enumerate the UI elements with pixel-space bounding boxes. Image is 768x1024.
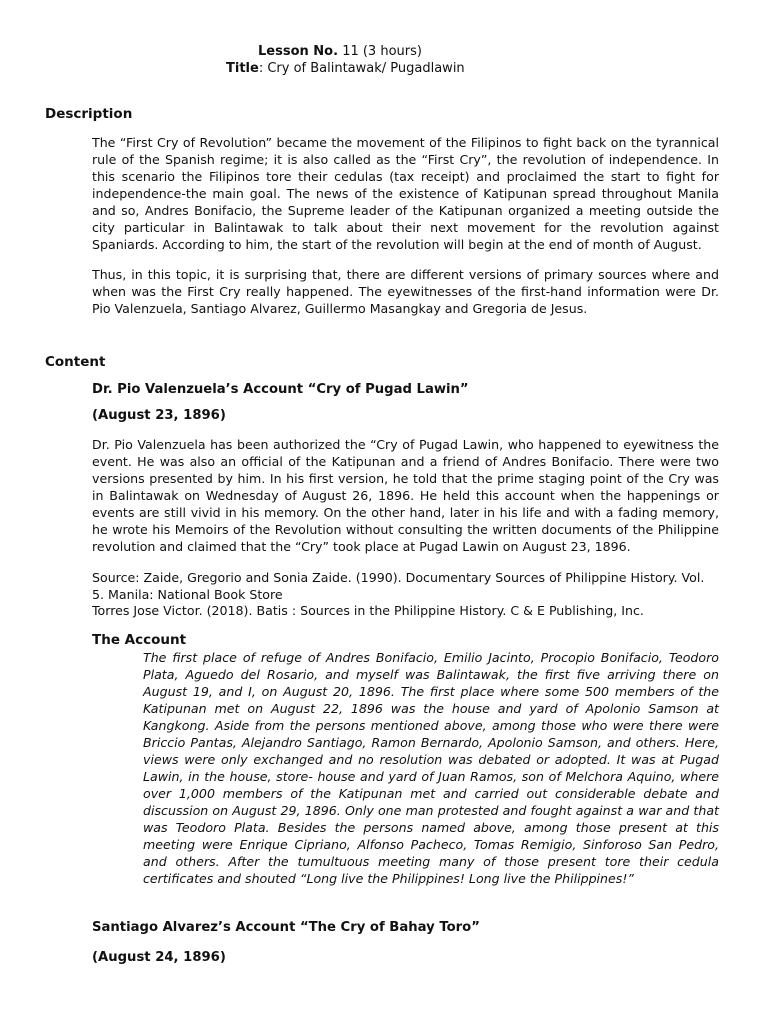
lesson-number-value: 11 (3 hours) (342, 44, 422, 59)
lesson-title-line: Title: Cry of Balintawak/ Pugadlawin (226, 61, 465, 76)
account-heading: The Account (92, 632, 187, 648)
description-heading: Description (45, 106, 133, 122)
lesson-title-value: Cry of Balintawak/ Pugadlawin (267, 61, 465, 76)
description-paragraph-1: The “First Cry of Revolution” became the movement of the Filipinos to fight back on the tyrannical rule of the Spanish regime; it is also called as the “First Cry”, the revolution of independence. In this scenario the Filipinos tore their cedulas (tax receipt) and proclaimed the start to fight for independence-the main goal. The news of the existence of Katipunan spread throughout Manila and so, Andres Bonifacio, the Supreme leader of the Katipunan organized a meeting outside the city particular in Balintawak to talk about their next movement for the revolution against Spaniards. According to him, the start of the revolution will begin at the end of month of August. (92, 135, 719, 252)
valenzuela-account-title: Dr. Pio Valenzuela’s Account “Cry of Pugad Lawin” (92, 382, 469, 397)
lesson-number-line (258, 44, 422, 59)
description-paragraph-2: Thus, in this topic, it is surprising that, there are different versions of primary sources where and when was the First Cry really happened. The eyewitnesses of the first-hand information were Dr. Pio Valenzuela, Santiago Alvarez, Guillermo Masangkay and Gregoria de Jesus. (92, 267, 719, 316)
source-citation: Source: Zaide, Gregorio and Sonia Zaide. (1990). Documentary Sources of Philippine History. Vol. 5. Manila: National Book Store (92, 570, 705, 602)
account-quote: The first place of refuge of Andres Bonifacio, Emilio Jacinto, Procopio Bonifacio, Teodoro Plata, Aguedo del Rosario, and myself was Balintawak, the first five arriving there on August 19, and I, on August 20, 1896. The first place where some 500 members of the Katipunan met on August 22, 1896 was the house and yard of Apolonio Samson at Kangkong. Aside from the persons mentioned above, among those who were there were Briccio Pantas, Alejandro Santiago, Ramon Bernardo, Apolonio Samson, and others. Here, views were only exchanged and no resolution was debated or adopted. It was at Pugad Lawin, in the house, store- house and yard of Juan Ramos, son of Melchora Aquino, where over 1,000 members of the Katipunan met and carried out considerable debate and discussion on August 29, 1896. Only one man protested and fought against a war and that was Teodoro Plata. Besides the persons named above, among those present at this meeting were Enrique Cipriano, Alfonso Pacheco, Tomas Remigio, Sinforoso San Pedro, and others. After the tumultuous meeting many of those present tore their cedula certificates and shouted “Long live the Philippines! Long live the Philippines!” (143, 650, 719, 886)
lesson-number-label: Lesson No. (258, 44, 339, 59)
alvarez-account-title: Santiago Alvarez’s Account “The Cry of Bahay Toro” (92, 920, 480, 935)
content-heading: Content (45, 354, 106, 370)
valenzuela-paragraph: Dr. Pio Valenzuela has been authorized the “Cry of Pugad Lawin, who happened to eyewitness the event. He was also an official of the Katipunan and a friend of Andres Bonifacio. There were two versions presented by him. In his first version, he told that the prime staging point of the Cry was in Balintawak on Wednesday of August 26, 1896. He held this account when the happenings or events are still vivid in his memory. On the other hand, later in his life and with a fading memory, he wrote his Memoirs of the Revolution without consulting the written documents of the Philippine revolution and claimed that the “Cry” took place at Pugad Lawin on August 23, 1896. (92, 437, 719, 554)
lesson-title-label: Title (226, 61, 259, 76)
valenzuela-account-date: (August 23, 1896) (92, 408, 226, 423)
alvarez-account-date: (August 24, 1896) (92, 950, 226, 965)
source-citation: Torres Jose Victor. (2018). Batis : Sources in the Philippine History. C & E Publishing, Inc. (92, 603, 644, 618)
